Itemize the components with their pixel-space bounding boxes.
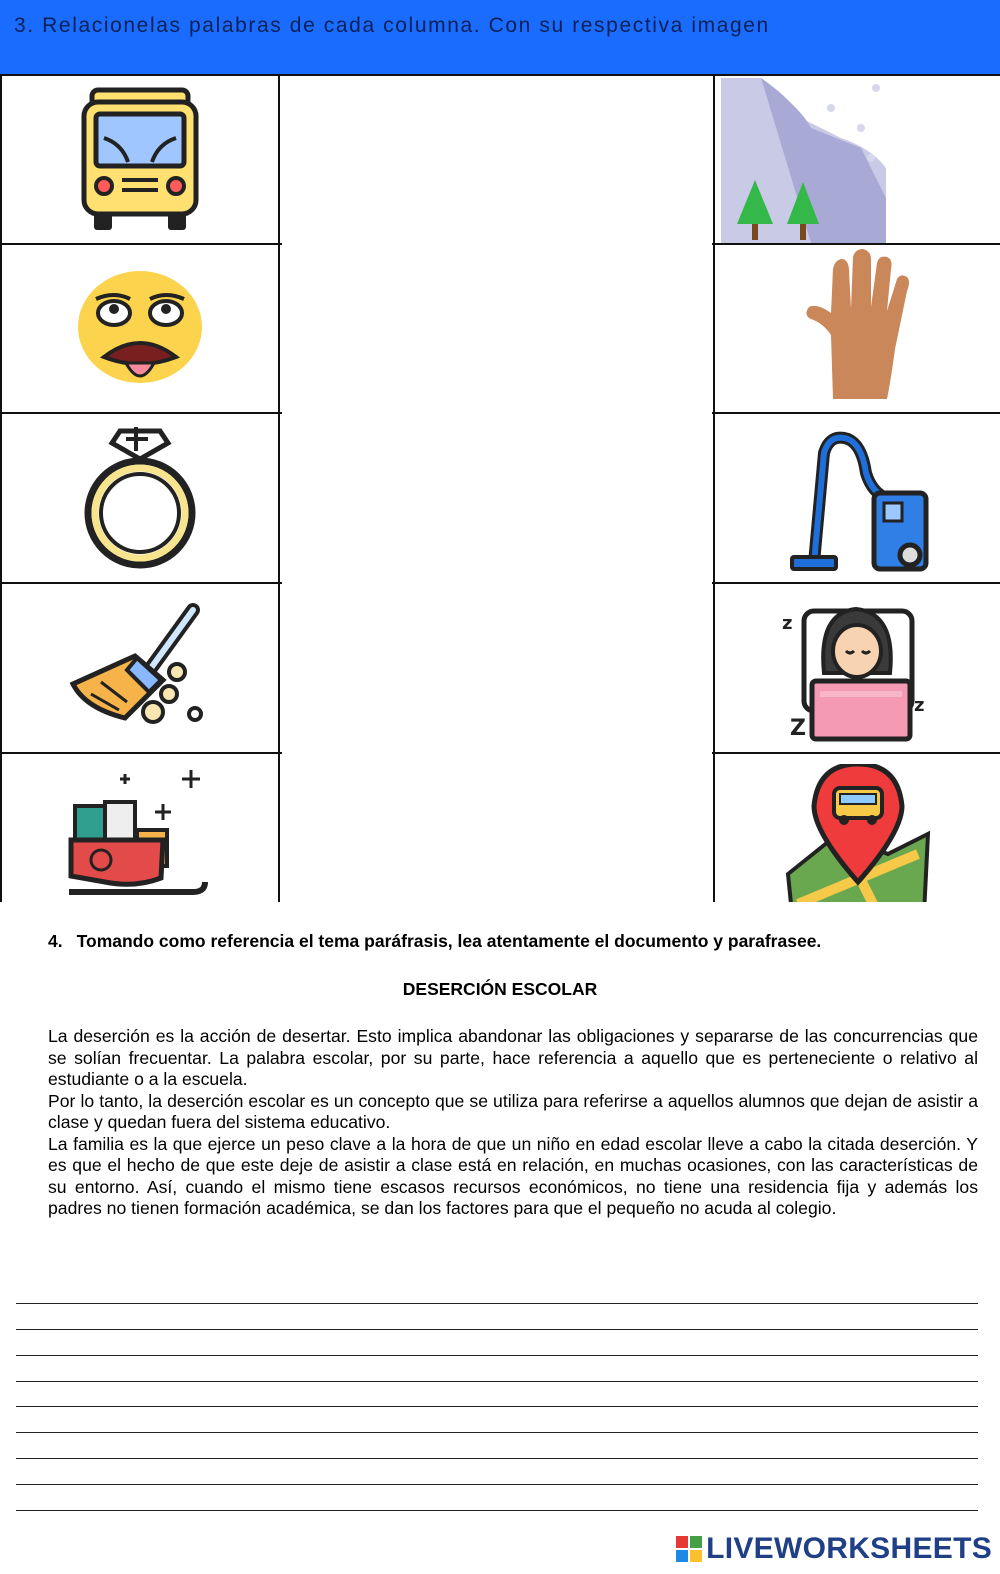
answer-line[interactable] <box>16 1278 978 1304</box>
left-cell-2 <box>2 245 278 412</box>
paragraph: La familia es la que ejerce un peso clave a la hora de que un niño en edad escolar lleve a cabo la citada deserción. Y es que el hecho de que este deje de asistir a clase está en relación, en muchas ocasiones, con las características de su entorno. Así, cuando el mismo tiene escasos recursos económicos, no tiene una residencia fija y además los padres no tienen formación académica, se dan los factores para que el pequeño no acuda al colegio. <box>48 1133 978 1218</box>
answer-line[interactable] <box>16 1407 978 1433</box>
right-cell-3 <box>715 414 1000 582</box>
diamond-ring-icon <box>80 423 200 573</box>
instruction-header <box>0 0 1000 76</box>
christmas-sleigh-icon <box>65 764 215 902</box>
grid-divider-left <box>278 76 280 902</box>
logo-text: LIVEWORKSHEETS <box>706 1532 992 1565</box>
right-cell-1 <box>715 78 1000 243</box>
map-bus-pin-icon <box>778 764 938 902</box>
logo-mark-icon <box>676 1536 702 1562</box>
vacuum-cleaner-icon <box>778 423 938 573</box>
question-text: Tomando como referencia el tema paráfrasis, lea atentamente el documento y parafrasee. <box>76 931 822 951</box>
snowy-mountain-icon <box>721 78 891 243</box>
logo-square <box>690 1550 702 1562</box>
answer-line[interactable] <box>16 1356 978 1382</box>
answer-line[interactable] <box>16 1459 978 1485</box>
liveworksheets-logo <box>676 1532 992 1566</box>
question-4 <box>48 931 821 952</box>
question-number: 4. <box>48 931 63 951</box>
answer-line[interactable] <box>16 1330 978 1356</box>
svg-text:z: z <box>913 695 924 716</box>
instruction-title: 3. Relacionelas palabras de cada columna. Con su respectiva imagen <box>14 14 770 37</box>
paragraph: La deserción es la acción de desertar. Esto implica abandonar las obligaciones y separarse de las concurrencias que se solían frecuentar. La palabra escolar, por su parte, hace referencia a aquello que es perteneciente o relativo al estudiante o a la escuela. <box>48 1026 978 1089</box>
open-hand-icon <box>803 249 913 409</box>
logo-square <box>676 1536 688 1548</box>
left-cell-5 <box>2 754 278 902</box>
logo-square <box>690 1536 702 1548</box>
right-cell-4 <box>715 584 1000 752</box>
exhausted-face-icon <box>74 269 206 389</box>
svg-text:Z: Z <box>789 716 806 741</box>
left-cell-3 <box>2 414 278 582</box>
svg-text:z: z <box>781 613 792 634</box>
answer-line[interactable] <box>16 1304 978 1330</box>
left-cell-1 <box>2 78 278 243</box>
answer-line[interactable] <box>16 1433 978 1459</box>
sleeping-girl-icon <box>778 593 938 743</box>
paragraph: Por lo tanto, la deserción escolar es un concepto que se utiliza para referirse a aquellos alumnos que dejan de asistir a clase y quedan fuera del sistema educativo. <box>48 1090 978 1132</box>
document-title: DESERCIÓN ESCOLAR <box>402 979 598 999</box>
right-cell-5 <box>715 754 1000 902</box>
document-body <box>48 1026 978 1220</box>
school-bus-icon <box>78 86 202 236</box>
answer-line[interactable] <box>16 1485 978 1511</box>
right-cell-2 <box>715 245 1000 412</box>
broom-sweeping-icon <box>65 598 215 738</box>
answer-line[interactable] <box>16 1382 978 1408</box>
left-cell-4 <box>2 584 278 752</box>
answer-lines[interactable] <box>16 1278 978 1511</box>
logo-square <box>676 1550 688 1562</box>
